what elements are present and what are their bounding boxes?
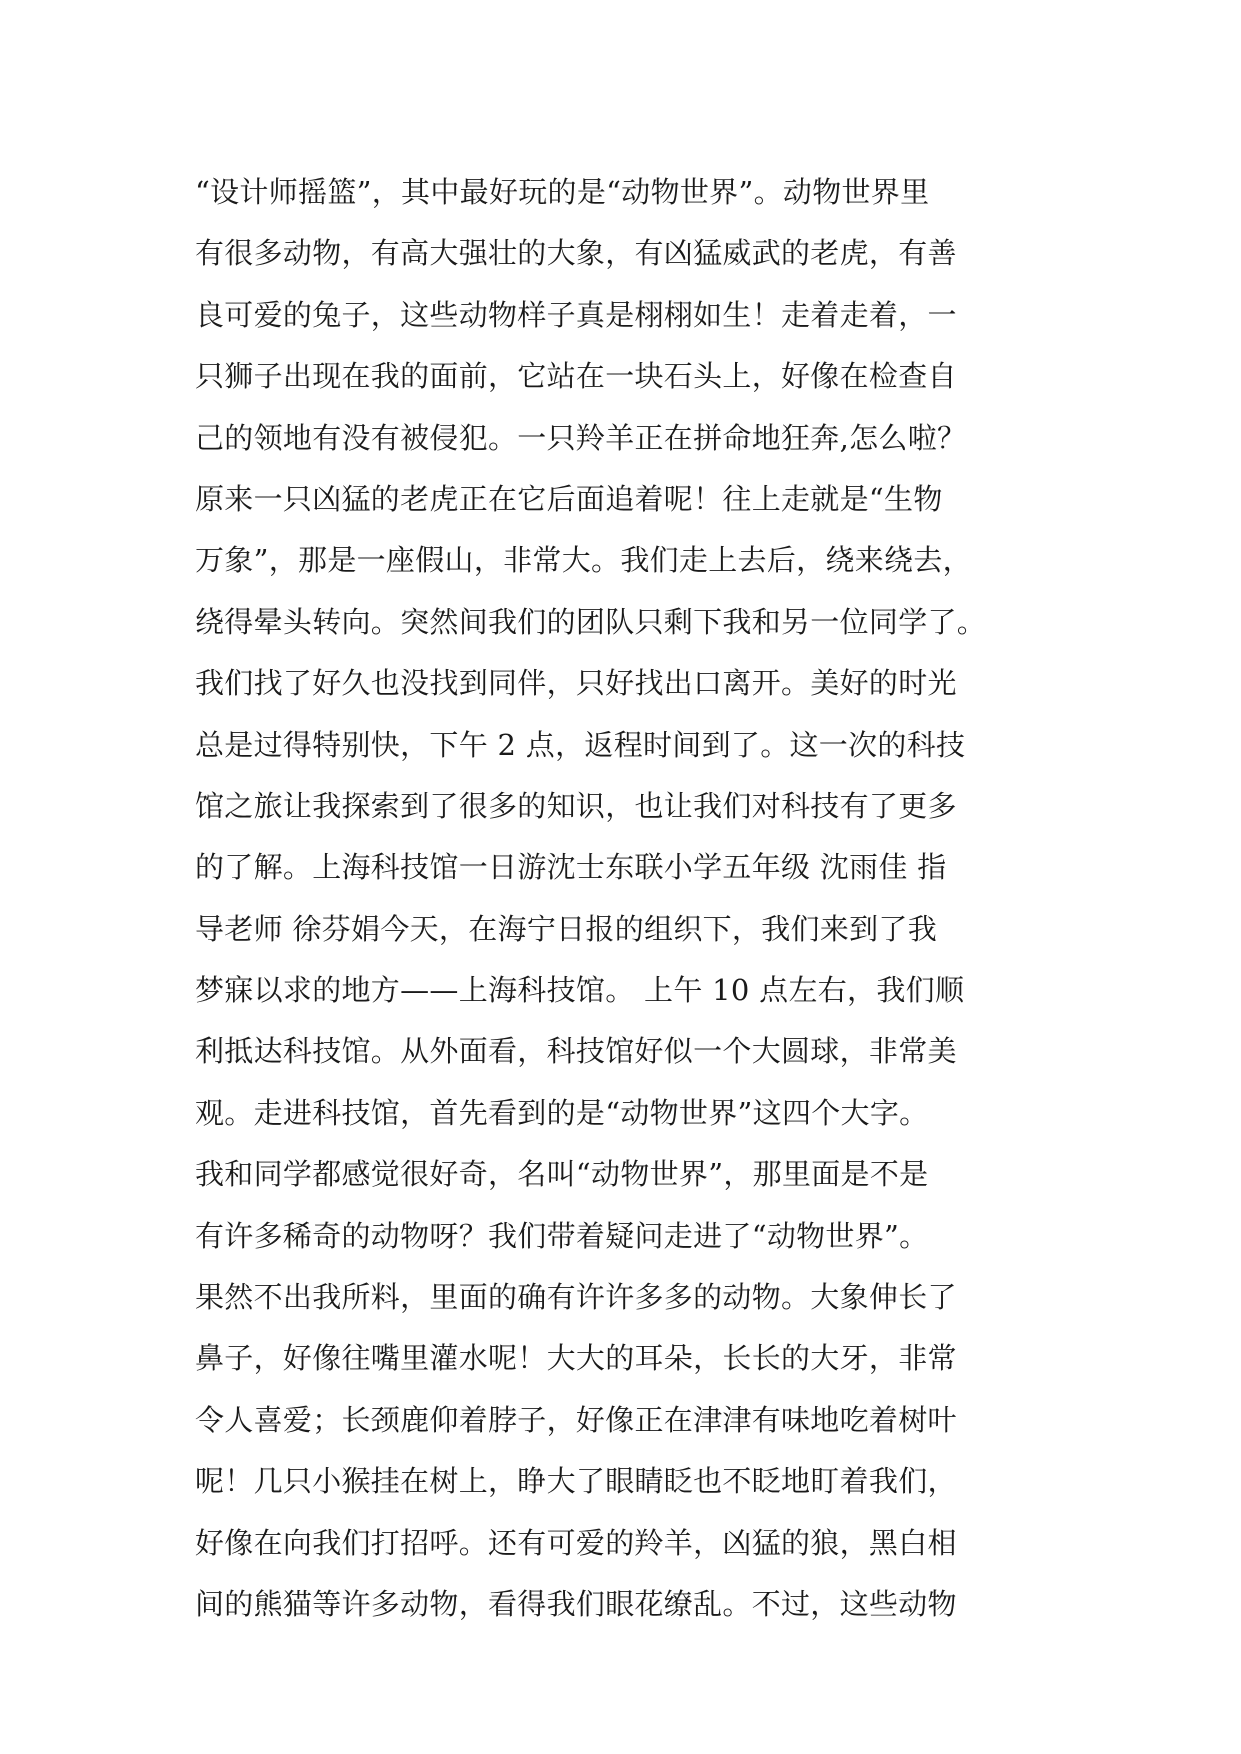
text-line: 观。走进科技馆，首先看到的是“动物世界”这四个大字。: [195, 1095, 929, 1130]
text-line: 呢！几只小猴挂在树上，睁大了眼睛眨也不眨地盯着我们，: [195, 1464, 957, 1499]
body-text: [195, 162, 1075, 1635]
text-line: 原来一只凶猛的老虎正在它后面追着呢！往上走就是“生物: [195, 481, 943, 516]
text-line: 良可爱的兔子，这些动物样子真是栩栩如生！走着走着，一: [195, 297, 957, 332]
text-line: 好像在向我们打招呼。还有可爱的羚羊，凶猛的狼，黑白相: [195, 1525, 957, 1560]
text-line: 有很多动物，有高大强壮的大象，有凶猛威武的老虎，有善: [195, 236, 957, 271]
text-line: 己的领地有没有被侵犯。一只羚羊正在拼命地狂奔,怎么啦？: [195, 420, 967, 455]
text-line: 绕得晕头转向。突然间我们的团队只剩下我和另一位同学了。: [195, 604, 987, 639]
text-line: 导老师 徐芬娟今天，在海宁日报的组织下，我们来到了我: [195, 911, 938, 946]
text-line: 总是过得特别快，下午 2 点，返程时间到了。这一次的科技: [195, 727, 966, 762]
text-line: 梦寐以求的地方——上海科技馆。 上午 10 点左右，我们顺: [195, 973, 965, 1008]
text-line: 令人喜爱；长颈鹿仰着脖子，好像正在津津有味地吃着树叶: [195, 1402, 957, 1437]
text-line: 果然不出我所料，里面的确有许许多多的动物。大象伸长了: [195, 1280, 957, 1315]
text-line: 的了解。上海科技馆一日游沈士东联小学五年级 沈雨佳 指: [195, 850, 947, 885]
text-line: 间的熊猫等许多动物，看得我们眼花缭乱。不过，这些动物: [195, 1586, 957, 1621]
text-line: 有许多稀奇的动物呀？我们带着疑问走进了“动物世界”。: [195, 1218, 929, 1253]
text-line: 我和同学都感觉很好奇，名叫“动物世界”，那里面是不是: [195, 1157, 929, 1192]
text-line: 万象”，那是一座假山，非常大。我们走上去后，绕来绕去，: [195, 543, 972, 578]
text-line: 我们找了好久也没找到同伴，只好找出口离开。美好的时光: [195, 666, 957, 701]
text-line: 鼻子，好像往嘴里灌水呢！大大的耳朵，长长的大牙，非常: [195, 1341, 957, 1376]
text-line: 只狮子出现在我的面前，它站在一块石头上，好像在检查自: [195, 359, 957, 394]
text-line: 馆之旅让我探索到了很多的知识，也让我们对科技有了更多: [195, 788, 957, 823]
text-line: “设计师摇篮”，其中最好玩的是“动物世界”。动物世界里: [195, 175, 930, 209]
text-line: 利抵达科技馆。从外面看，科技馆好似一个大圆球，非常美: [195, 1034, 957, 1069]
